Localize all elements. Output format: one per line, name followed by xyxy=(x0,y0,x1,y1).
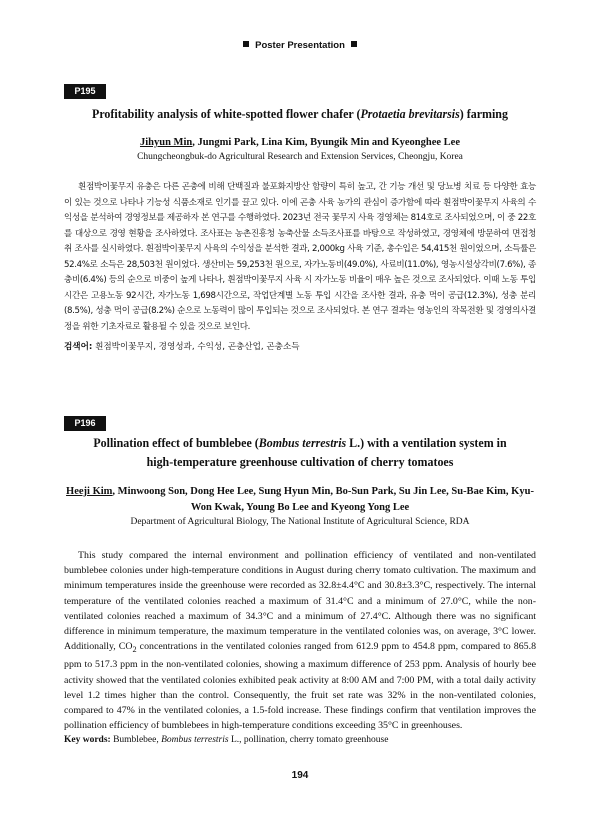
presenting-author: Heeji Kim xyxy=(66,486,113,497)
affiliation: Chungcheongbuk-do Agricultural Research and Extension Services, Cheongju, Korea xyxy=(137,152,463,162)
co-authors: , Minwoong Son, Dong Hee Lee, Sung Hyun Min, Bo-Sun Park, Su Jin Lee, Su-Bae Kim, Kyu-Won Kwak, Young Bo Lee and Kyeong Yong Lee xyxy=(112,486,534,513)
abstract-text-cont: concentrations in the ventilated colonies ranged from 612.9 ppm to 454.8 ppm, compared to 865.8 ppm to 517.3 ppm in the non-ventilated colonies, showing a maximum difference of 253 ppm. Analysis of hourly bee activity showed that the ventilated colonies exhibited peak activity at 8:00 AM and 7:00 PM, with a total daily activity level 1.2 times higher than the control. Consequently, the fruit set rate was 32% in the non-ventilated colonies, compared to 47% in the ventilated colonies, a 1.5-fold increase. These findings confirm that ventilation improves the pollination efficiency of bumblebees in high-temperature conditions exceeding 35°C in greenhouses. xyxy=(64,641,537,732)
keywords-list: 흰점박이꽃무지, 경영성과, 수익성, 곤충산업, 곤충소득 xyxy=(95,342,300,352)
abstract xyxy=(64,548,536,733)
bullet-square-left xyxy=(243,41,249,47)
keywords-list-end: L., pollination, cherry tomato greenhouse xyxy=(228,735,389,745)
paper-id-badge: P196 xyxy=(64,416,106,431)
bullet-square-right xyxy=(351,41,357,47)
co2-subscript: 2 xyxy=(132,645,137,655)
title-text: Profitability analysis of white-spotted flower chafer ( xyxy=(92,106,361,121)
keywords-list: Bumblebee, xyxy=(113,735,162,745)
keywords xyxy=(64,340,536,354)
page-number: 194 xyxy=(291,770,309,781)
keywords xyxy=(64,733,536,747)
paper-title xyxy=(83,105,517,123)
section-title: Poster Presentation xyxy=(255,40,345,51)
running-header xyxy=(0,40,600,51)
author-list xyxy=(64,136,536,150)
keywords-label: Key words: xyxy=(64,735,111,745)
title-text-end: ) farming xyxy=(459,106,508,121)
co-authors: , Jungmi Park, Lina Kim, Byungik Min and Kyeonghee Lee xyxy=(192,137,461,148)
species-name: Protaetia brevitarsis xyxy=(360,106,460,121)
paper-id-badge: P195 xyxy=(64,84,106,99)
author-list xyxy=(64,484,536,516)
title-text-end: L.) with a ventilation system in high-temperature greenhouse cultivation of cherry tomatoes xyxy=(146,435,507,469)
species-name: Bombus terrestris xyxy=(258,435,347,450)
keywords-label: 검색어: xyxy=(64,342,93,352)
presenting-author: Jihyun Min xyxy=(139,137,193,148)
abstract: 흰점박이꽃무지 유충은 다른 곤충에 비해 단백질과 불포화지방산 함량이 특히 높고, 간 기능 개선 및 당뇨병 치료 등 다양한 효능이 있는 것으로 나타나 기능성 식품소재로 인기를 끌고 있다. 이에 곤충 사육 농가의 관심이 증가함에 따라 흰점박이꽃무지 사육의 수익성을 분석하여 경영정보를 제공하자 본 연구를 수행하였다. 2023년 전국 꽃무지 사육 경영체는 814호로 조사되었으며, 이 중 22호를 대상으로 경영 현황을 조사하였다. 조사표는 농촌진흥청 농축산물 소득조사표를 바탕으로 작성하였고, 경영체에 방문하여 면접청취 조사를 실시하였다. 흰점박이꽃무지 사육의 수익성을 분석한 결과, 2,000kg 사육 기준, 총수입은 54,415천 원이었으며, 소득률은 52.4%로 소득은 28,503천 원이었다. 생산비는 59,253천 원으로, 자가노동비(49.0%), 사료비(11.0%), 영농시설상각비(7.6%), 종충비(6.4%) 등의 순으로 비중이 높게 나타나, 흰점박이꽃무지 사육 시 자가노동 비율이 매우 높은 것으로 조사되었다. 이때 노동 투입시간은 고용노동 92시간, 자가노동 1,698시간으로, 작업단계별 노동 투입 시간을 조사한 결과, 유충 먹이 공급(12.3%), 성충 분리(8.5%), 성충 먹이 공급(8.2%) 순으로 노동력이 많이 투입되는 것으로 조사되었다. 본 연구 결과는 영농인의 작목전환 및 경영의사결정을 위한 기초자료로 활용될 수 있을 것으로 보인다. xyxy=(64,182,536,332)
title-text: Pollination effect of bumblebee ( xyxy=(93,435,259,450)
affiliation: Department of Agricultural Biology, The National Institute of Agricultural Science, RDA xyxy=(130,517,470,527)
species-name: Bombus terrestris xyxy=(161,735,229,745)
abstract-text: This study compared the internal environment and pollination efficiency of ventilated and non-ventilated bumblebee colonies under high-temperature conditions in August during cherry tomato cultivation. The maximum and minimum temperatures inside the greenhouse were recorded as 32.8±4.4°C and 30.8±3.3°C, respectively. The internal temperature of the ventilated colonies reached a maximum of 31.4°C and a minimum of 27.0°C, while the non-ventilated colonies reached a maximum of 34.3°C and a minimum of 27.4°C. Although there was no significant difference in minimum temperature, the maximum temperature in the ventilated colonies was, on average, 3°C lower. Additionally, CO xyxy=(64,550,536,653)
paper-title xyxy=(83,433,517,471)
